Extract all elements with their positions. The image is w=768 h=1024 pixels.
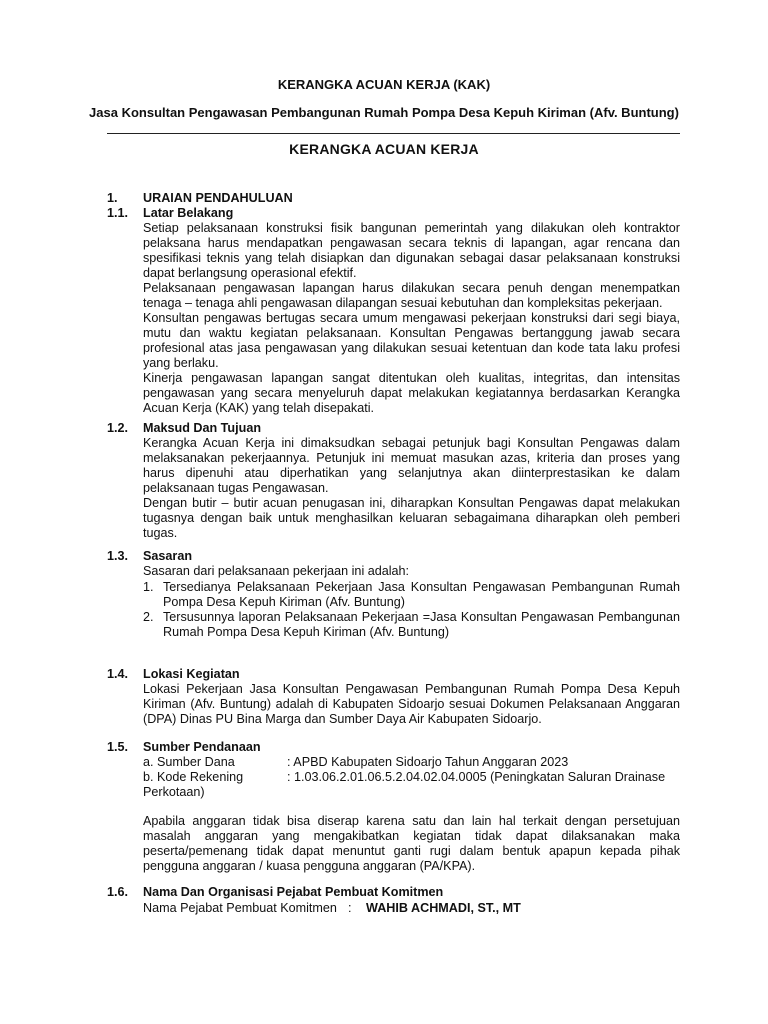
document-title: KERANGKA ACUAN KERJA (KAK) (277, 77, 491, 92)
list-item-text: Tersusunnya laporan Pelaksanaan Pekerjaan =Jasa Konsultan Pengawasan Pembangunan Rumah Pompa Desa Kepuh Kiriman (Afv. Buntung) (163, 610, 680, 639)
header-divider (107, 133, 680, 134)
list-item-number: 2. (143, 610, 154, 624)
paragraph: Kinerja pengawasan lapangan sangat ditentukan oleh kualitas, integritas, dan intensitas pengawasan yang secara menyeluruh dapat melakukan kegiatannya berdasarkan Kerangka Acuan Kerja (KAK) yang telah disepakati. (143, 371, 680, 415)
sumber-dana-label: a. Sumber Dana (143, 755, 235, 769)
ppk-name: WAHIB ACHMADI, ST., MT (366, 901, 521, 915)
sumber-dana-value: : APBD Kabupaten Sidoarjo Tahun Anggaran 2023 (287, 755, 569, 769)
section-1-5-title: Sumber Pendanaan (143, 740, 261, 754)
section-1-3-number: 1.3. (107, 549, 129, 563)
kode-rekening-value: : 1.03.06.2.01.06.5.2.04.02.04.0005 (Peningkatan Saluran Drainase (287, 770, 666, 784)
list-item (163, 580, 680, 610)
section-1-4-body (143, 682, 680, 727)
section-1-6-title: Nama Dan Organisasi Pejabat Pembuat Komitmen (143, 885, 444, 899)
project-title: Jasa Konsultan Pengawasan Pembangunan Rumah Pompa Desa Kepuh Kiriman (Afv. Buntung) (89, 105, 679, 120)
section-1-1-body (143, 221, 680, 416)
section-1-2-title: Maksud Dan Tujuan (143, 421, 262, 435)
section-1-title: URAIAN PENDAHULUAN (143, 191, 293, 205)
paragraph: Konsultan pengawas bertugas secara umum mengawasi pekerjaan konstruksi dari segi biaya, mutu dan waktu kegiatan pelaksanaan. Konsultan Pengawas bertanggung jawab secara profesional atas jasa pengawasan yang dilakukan sesuai ketentuan dan kode tata laku profesi yang berlaku. (143, 311, 680, 370)
section-1-4-number: 1.4. (107, 667, 129, 681)
section-1-5-number: 1.5. (107, 740, 129, 754)
kode-rekening-label: b. Kode Rekening (143, 770, 244, 784)
list-item-number: 1. (143, 580, 154, 594)
list-item-text: Tersedianya Pelaksanaan Pekerjaan Jasa Konsultan Pengawasan Pembangunan Rumah Pompa Desa Kepuh Kiriman (Afv. Buntung) (163, 580, 680, 609)
paragraph: Kerangka Acuan Kerja ini dimaksudkan sebagai petunjuk bagi Konsultan Pengawas dalam melaksanakan pekerjaannya. Petunjuk ini memuat masukan azas, kriteria dan proses yang harus dipenuhi atau diperhatikan yang selanjutnya akan diinterprestasikan ke dalam pelaksanaan tugas Pengawasan. (143, 436, 680, 495)
section-1-6-number: 1.6. (107, 885, 129, 899)
section-1-3-intro: Sasaran dari pelaksanaan pekerjaan ini adalah: (143, 564, 410, 578)
paragraph: Dengan butir – butir acuan penugasan ini, diharapkan Konsultan Pengawas dapat melakukan tugasnya dengan baik untuk menghasilkan keluaran sebagaimana diharapkan oleh pemberi tugas. (143, 496, 680, 540)
list-item (163, 610, 680, 640)
section-title: KERANGKA ACUAN KERJA (289, 141, 479, 157)
paragraph: Pelaksanaan pengawasan lapangan harus dilakukan secara penuh dengan menempatkan tenaga – tenaga ahli pengawasan dilapangan sesuai kebutuhan dan kompleksitas pekerjaan. (143, 281, 680, 310)
kode-rekening-continued: Perkotaan) (143, 785, 205, 799)
ppk-colon: : (348, 901, 352, 915)
section-1-5-body (143, 814, 680, 874)
paragraph: Setiap pelaksanaan konstruksi fisik bangunan pemerintah yang dilakukan oleh kontraktor pelaksana harus mendapatkan pengawasan secara teknis di lapangan, agar rencana dan spesifikasi teknis yang telah disiapkan dan digunakan sebagai dasar pelaksanaan konstruksi dapat berlangsung operasional efektif. (143, 221, 680, 280)
paragraph: Apabila anggaran tidak bisa diserap karena satu dan lain hal terkait dengan persetujuan masalah anggaran yang mengakibatkan kegiatan tidak dapat dilaksanakan maka peserta/pemenang tidak dapat menuntut ganti rugi dalam bentuk apapun kepada pihak pengguna anggaran / kuasa pengguna anggaran (PA/KPA). (143, 814, 680, 873)
paragraph: Lokasi Pekerjaan Jasa Konsultan Pengawasan Pembangunan Rumah Pompa Desa Kepuh Kiriman (Afv. Buntung) adalah di Kabupaten Sidoarjo sesuai Dokumen Pelaksanaan Anggaran (DPA) Dinas PU Bina Marga dan Sumber Daya Air Kabupaten Sidoarjo. (143, 682, 680, 726)
ppk-label: Nama Pejabat Pembuat Komitmen (143, 901, 337, 915)
section-1-1-title: Latar Belakang (143, 206, 234, 220)
section-1-1-number: 1.1. (107, 206, 129, 220)
section-1-4-title: Lokasi Kegiatan (143, 667, 240, 681)
section-1-2-body (143, 436, 680, 541)
section-1-3-title: Sasaran (143, 549, 193, 563)
section-1-2-number: 1.2. (107, 421, 129, 435)
section-1-number: 1. (107, 191, 118, 205)
